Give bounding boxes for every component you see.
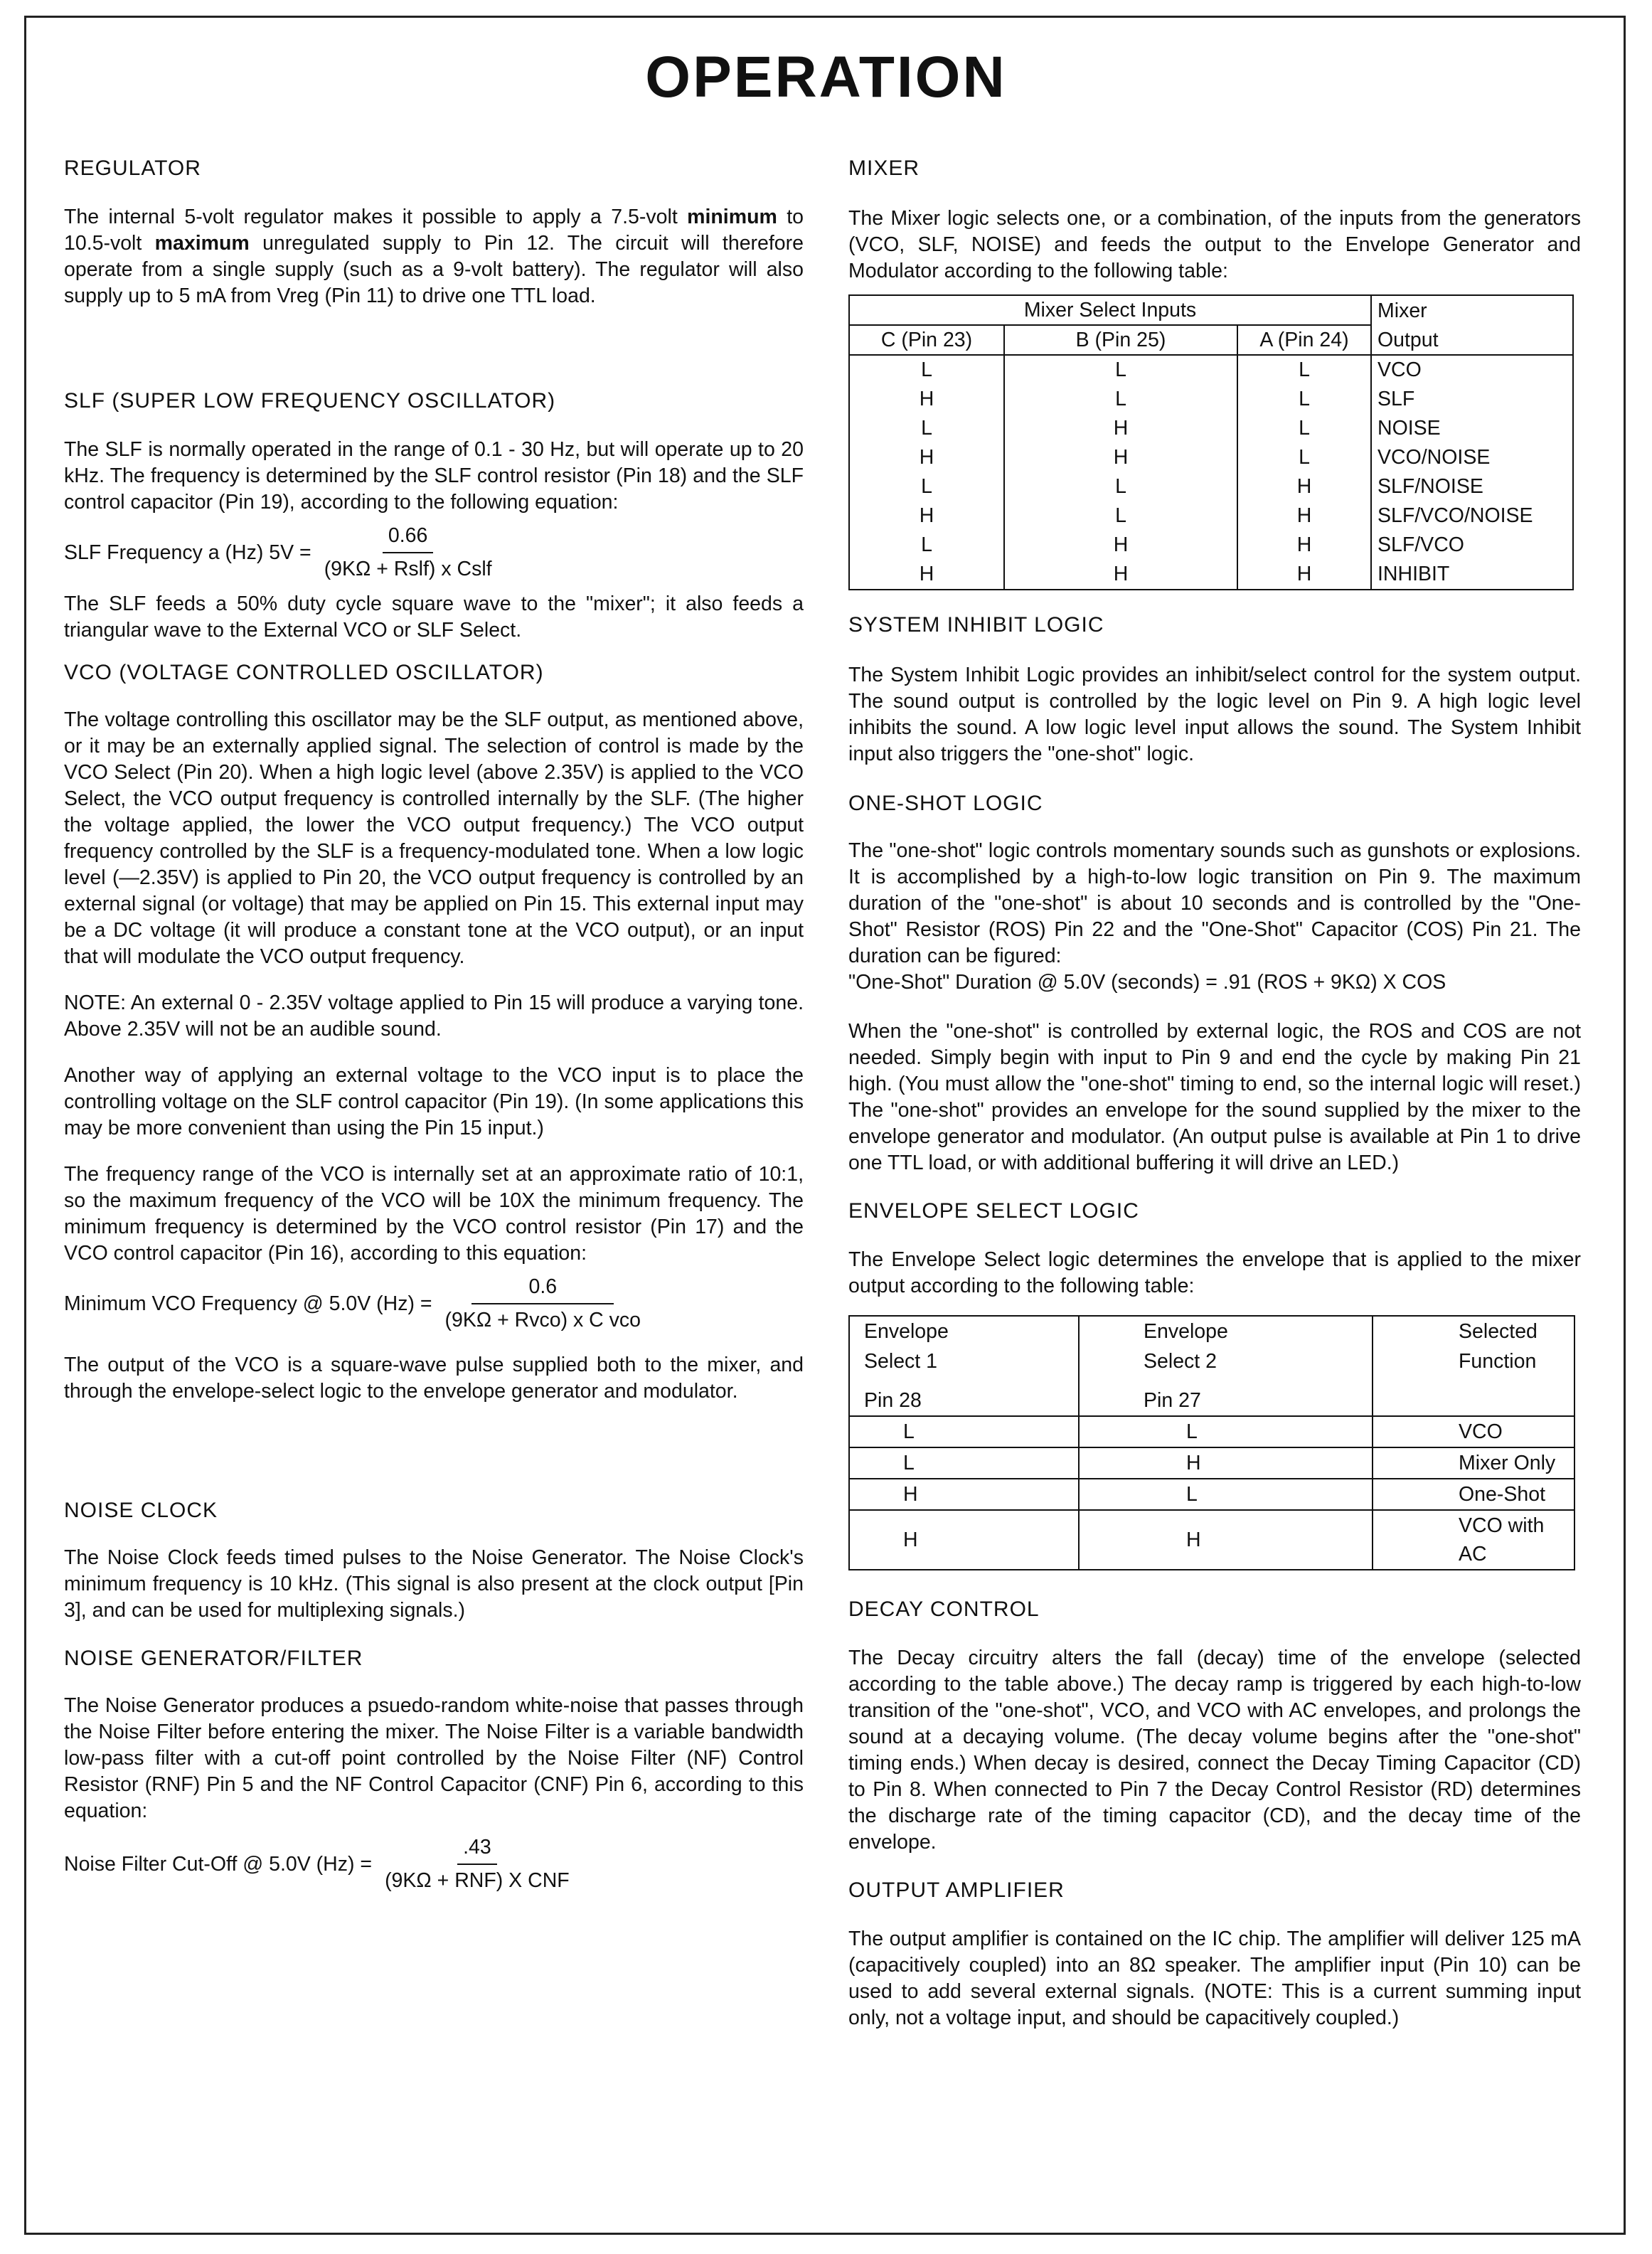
envelope-cell-select: H: [1079, 1510, 1373, 1570]
inhibit-paragraph: The System Inhibit Logic provides an inhibit/select control for the system output. The sound output is controlled by the logic level on Pin 9. A high logic level inhibits the sound. A low logic level input allows the sound. The System Inhibit input also triggers the "one-shot" logic.: [848, 664, 1581, 765]
mixer-cell-output: VCO/NOISE: [1371, 443, 1573, 472]
mixer-cell-input: L: [1004, 355, 1237, 385]
mixer-cell-input: H: [849, 560, 1004, 590]
amp-heading: OUTPUT AMPLIFIER: [848, 1878, 1065, 1902]
oneshot-paragraph-1: The "one-shot" logic controls momentary sounds such as gunshots or explosions. It is accomplished by a high-to-low logic transition on Pin 9. The maximum duration of the "one-shot" is about 10 seconds and is controlled by the "One-Shot" Resistor (ROS) Pin 22 and the "One-Shot" Capacitor (COS) Pin 21. The duration can be figured:: [848, 839, 1581, 967]
envelope-paragraph: The Envelope Select logic determines the envelope that is applied to the mixer output according to the following table:: [848, 1248, 1581, 1297]
mixer-cell-input: H: [1237, 560, 1371, 590]
mixer-cell-input: H: [1004, 414, 1237, 443]
slf-paragraph-2: The SLF feeds a 50% duty cycle square wave to the "mixer"; it also feeds a triangular wave to the External VCO or SLF Select.: [64, 592, 804, 642]
regulator-bold-minimum: minimum: [687, 206, 777, 228]
envelope-cell-function: VCO: [1373, 1416, 1574, 1447]
mixer-cell-input: L: [1237, 385, 1371, 414]
vco-paragraph-4: The frequency range of the VCO is internally set at an approximate ratio of 10:1, so the maximum frequency of the VCO will be 10X the minimum frequency. The minimum frequency is determined by the VCO control resistor (Pin 17) and the VCO control capacitor (Pin 16), according to this equation:: [64, 1163, 804, 1265]
envelope-h2b: Select 2: [1079, 1346, 1373, 1376]
left-column: [64, 155, 804, 1894]
regulator-bold-maximum: maximum: [154, 232, 250, 255]
envelope-pin-row: [849, 1376, 1574, 1416]
regulator-heading: REGULATOR: [64, 156, 201, 180]
vco-paragraph-5: The output of the VCO is a square-wave pulse supplied both to the mixer, and through the envelope-select logic to the envelope generator and modulator.: [64, 1354, 804, 1403]
mixer-cell-input: L: [1004, 472, 1237, 501]
envelope-h1b: Select 1: [849, 1346, 1079, 1376]
envelope-pin1: Pin 28: [849, 1376, 1079, 1416]
mixer-cell-output: SLF/VCO: [1371, 531, 1573, 560]
envelope-pin3: [1373, 1376, 1574, 1416]
mixer-cell-input: H: [849, 385, 1004, 414]
regulator-text-a: The internal 5-volt regulator makes it possible to apply a 7.5-volt: [64, 206, 688, 228]
mixer-cell-input: H: [1004, 443, 1237, 472]
mixer-table-body: [849, 355, 1573, 590]
mixer-cell-input: H: [1004, 560, 1237, 590]
envelope-table-body: [849, 1416, 1574, 1570]
mixer-cell-input: L: [849, 531, 1004, 560]
slf-equation-fraction: [319, 523, 498, 583]
mixer-cell-input: L: [1004, 385, 1237, 414]
envelope-cell-select: L: [849, 1416, 1079, 1447]
mixer-cell-input: H: [849, 443, 1004, 472]
oneshot-heading: ONE-SHOT LOGIC: [848, 792, 1043, 815]
slf-heading: SLF (SUPER LOW FREQUENCY OSCILLATOR): [64, 389, 556, 413]
envelope-table-row: [849, 1479, 1574, 1510]
regulator-text-b: to 10.5-volt: [64, 206, 804, 255]
envelope-cell-function: One-Shot: [1373, 1479, 1574, 1510]
envelope-cell-function: VCO with AC: [1373, 1510, 1574, 1570]
mixer-output-header-2: Output: [1371, 325, 1573, 355]
mixer-cell-input: L: [849, 472, 1004, 501]
mixer-col-c: C (Pin 23): [849, 325, 1004, 355]
mixer-table-row: [849, 501, 1573, 531]
envelope-heading: ENVELOPE SELECT LOGIC: [848, 1199, 1139, 1223]
vco-paragraph-3: Another way of applying an external voltage to the VCO input is to place the controlling voltage on the SLF control capacitor (Pin 19). (In some applications this may be more convenient than using the Pin 15 input.): [64, 1064, 804, 1139]
envelope-cell-select: L: [1079, 1479, 1373, 1510]
mixer-col-a: A (Pin 24): [1237, 325, 1371, 355]
decay-heading: DECAY CONTROL: [848, 1598, 1040, 1621]
mixer-table-row: [849, 355, 1573, 385]
envelope-cell-select: H: [849, 1479, 1079, 1510]
slf-equation-denominator: (9KΩ + Rslf) x Cslf: [324, 558, 492, 580]
amp-paragraph: The output amplifier is contained on the IC chip. The amplifier will deliver 125 mA (capacitively coupled) into an 8Ω speaker. The amplifier input (Pin 10) can be used to add several external signals. (NOTE: This is a current summing input only, not a voltage input, and should be capacitively coupled.): [848, 1928, 1581, 2029]
mixer-output-header-1: Mixer: [1371, 295, 1573, 325]
envelope-cell-function: Mixer Only: [1373, 1447, 1574, 1479]
mixer-table-row: [849, 472, 1573, 501]
mixer-cell-output: SLF/NOISE: [1371, 472, 1573, 501]
envelope-h3b: Function: [1373, 1346, 1574, 1376]
vco-equation-fraction: [439, 1274, 647, 1334]
inhibit-heading: SYSTEM INHIBIT LOGIC: [848, 613, 1104, 637]
mixer-table-row: [849, 443, 1573, 472]
envelope-table: [848, 1315, 1575, 1570]
oneshot-equation: "One-Shot" Duration @ 5.0V (seconds) = .91 (ROS + 9KΩ) X COS: [848, 971, 1446, 994]
mixer-cell-input: L: [849, 414, 1004, 443]
page-title: OPERATION: [645, 45, 1007, 110]
noise-filter-equation-label: Noise Filter Cut-Off @ 5.0V (Hz) =: [64, 1852, 373, 1876]
envelope-table-row: [849, 1416, 1574, 1447]
mixer-cell-output: SLF/VCO/NOISE: [1371, 501, 1573, 531]
mixer-paragraph: The Mixer logic selects one, or a combination, of the inputs from the generators (VCO, SLF, NOISE) and feeds the output to the Envelope Generator and Modulator according to the following table:: [848, 207, 1581, 282]
envelope-cell-select: H: [1079, 1447, 1373, 1479]
slf-paragraph-1: The SLF is normally operated in the range of 0.1 - 30 Hz, but will operate up to 20 kHz. The frequency is determined by the SLF control resistor (Pin 18) and the SLF control capacitor (Pin 19), according to the following equation:: [64, 438, 804, 514]
mixer-cell-input: H: [1004, 531, 1237, 560]
noise-filter-equation-numerator: .43: [457, 1834, 497, 1865]
mixer-table: [848, 294, 1574, 590]
noise-generator-paragraph: The Noise Generator produces a psuedo-random white-noise that passes through the Noise Filter before entering the mixer. The Noise Filter is a variable bandwidth low-pass filter with a cut-off point controlled by the Noise Filter (NF) Control Resistor (RNF) Pin 5 and the NF Control Capacitor (CNF) Pin 6, according to this equation:: [64, 1694, 804, 1822]
mixer-table-row: [849, 531, 1573, 560]
envelope-cell-select: L: [849, 1447, 1079, 1479]
vco-equation: [64, 1274, 804, 1334]
mixer-cell-output: NOISE: [1371, 414, 1573, 443]
noise-generator-heading: NOISE GENERATOR/FILTER: [64, 1647, 363, 1670]
vco-note: NOTE: An external 0 - 2.35V voltage applied to Pin 15 will produce a varying tone. Above 2.35V will not be an audible sound.: [64, 992, 804, 1041]
vco-heading: VCO (VOLTAGE CONTROLLED OSCILLATOR): [64, 661, 544, 684]
envelope-table-row: [849, 1447, 1574, 1479]
mixer-cell-output: INHIBIT: [1371, 560, 1573, 590]
envelope-h1a: Envelope: [849, 1316, 1079, 1346]
mixer-heading: MIXER: [848, 156, 920, 180]
envelope-cell-select: L: [1079, 1416, 1373, 1447]
envelope-header-row-2: [849, 1346, 1574, 1376]
noise-filter-equation-denominator: (9KΩ + RNF) X CNF: [385, 1869, 570, 1892]
mixer-cell-input: H: [1237, 531, 1371, 560]
mixer-col-b: B (Pin 25): [1004, 325, 1237, 355]
mixer-cell-output: VCO: [1371, 355, 1573, 385]
noise-clock-heading: NOISE CLOCK: [64, 1499, 218, 1522]
envelope-table-row: [849, 1510, 1574, 1570]
vco-equation-numerator: 0.6: [471, 1274, 614, 1304]
mixer-cell-output: SLF: [1371, 385, 1573, 414]
envelope-h3a: Selected: [1373, 1316, 1574, 1346]
mixer-cell-input: H: [849, 501, 1004, 531]
envelope-header-row-1: [849, 1316, 1574, 1346]
oneshot-paragraph-2: When the "one-shot" is controlled by external logic, the ROS and COS are not needed. Simply begin with input to Pin 9 and end the cycle by making Pin 21 high. (You must allow the "one-shot" timing to end, so the internal logic will reset.) The "one-shot" provides an envelope for the sound supplied by the mixer to the envelope generator and modulator. (An output pulse is available at Pin 1 to drive one TTL load, or with additional buffering it will drive an LED.): [848, 1020, 1581, 1174]
slf-equation: [64, 523, 804, 583]
mixer-cell-input: L: [849, 355, 1004, 385]
decay-paragraph: The Decay circuitry alters the fall (decay) time of the envelope (selected according to the table above.) The decay ramp is triggered by each high-to-low transition of the "one-shot", VCO, and VCO with AC envelopes, and prolongs the sound at a decaying volume. (The decay volume begins after the "one-shot" timing ends.) When decay is desired, connect the Decay Timing Capacitor (CD) to Pin 8. When connected to Pin 7 the Decay Control Resistor (RD) determines the discharge rate of the timing capacitor (CD), and the decay time of the envelope.: [848, 1647, 1581, 1854]
noise-filter-equation: [64, 1834, 804, 1894]
slf-equation-label: SLF Frequency a (Hz) 5V =: [64, 541, 311, 564]
envelope-cell-select: H: [849, 1510, 1079, 1570]
mixer-cell-input: L: [1004, 501, 1237, 531]
mixer-group-header: Mixer Select Inputs: [849, 295, 1371, 325]
mixer-cell-input: H: [1237, 472, 1371, 501]
envelope-h2a: Envelope: [1079, 1316, 1373, 1346]
mixer-cell-input: L: [1237, 443, 1371, 472]
mixer-cell-input: L: [1237, 355, 1371, 385]
regulator-text: [64, 204, 804, 309]
mixer-cell-input: L: [1237, 414, 1371, 443]
mixer-table-group-header-row: [849, 295, 1573, 325]
vco-equation-label: Minimum VCO Frequency @ 5.0V (Hz) =: [64, 1292, 432, 1315]
mixer-table-column-header-row: [849, 325, 1573, 355]
vco-paragraph-1: The voltage controlling this oscillator may be the SLF output, as mentioned above, or it may be an externally applied signal. The selection of control is made by the VCO Select (Pin 20). When a high logic level (above 2.35V) is applied to the VCO Select, the VCO output frequency is controlled internally by the SLF. (The higher the voltage applied, the lower the VCO output frequency.) The VCO output frequency controlled by the SLF is a frequency-modulated tone. When a low logic level (—2.35V) is applied to Pin 20, the VCO output frequency is controlled by an external signal (or voltage) that may be applied on Pin 15. This external input may be a DC voltage (it will produce a constant tone at the VCO output), or an input that will modulate the VCO output frequency.: [64, 708, 804, 968]
noise-filter-equation-fraction: [379, 1834, 575, 1894]
noise-clock-paragraph: The Noise Clock feeds timed pulses to the Noise Generator. The Noise Clock's minimum frequency is 10 kHz. (This signal is also present at the clock output [Pin 3], and can be used for multiplexing signals.): [64, 1546, 804, 1622]
slf-equation-numerator: 0.66: [383, 523, 433, 553]
mixer-table-row: [849, 414, 1573, 443]
right-column: [848, 155, 1581, 2031]
regulator-text-c: unregulated supply to Pin 12. The circuit will therefore operate from a single supply (such as a 9-volt battery). The regulator will also supply up to 5 mA from Vreg (Pin 11) to drive one TTL load.: [64, 232, 804, 307]
vco-equation-denominator: (9KΩ + Rvco) x C vco: [444, 1309, 641, 1331]
mixer-cell-input: H: [1237, 501, 1371, 531]
envelope-pin2: Pin 27: [1079, 1376, 1373, 1416]
mixer-table-row: [849, 385, 1573, 414]
mixer-table-row: [849, 560, 1573, 590]
